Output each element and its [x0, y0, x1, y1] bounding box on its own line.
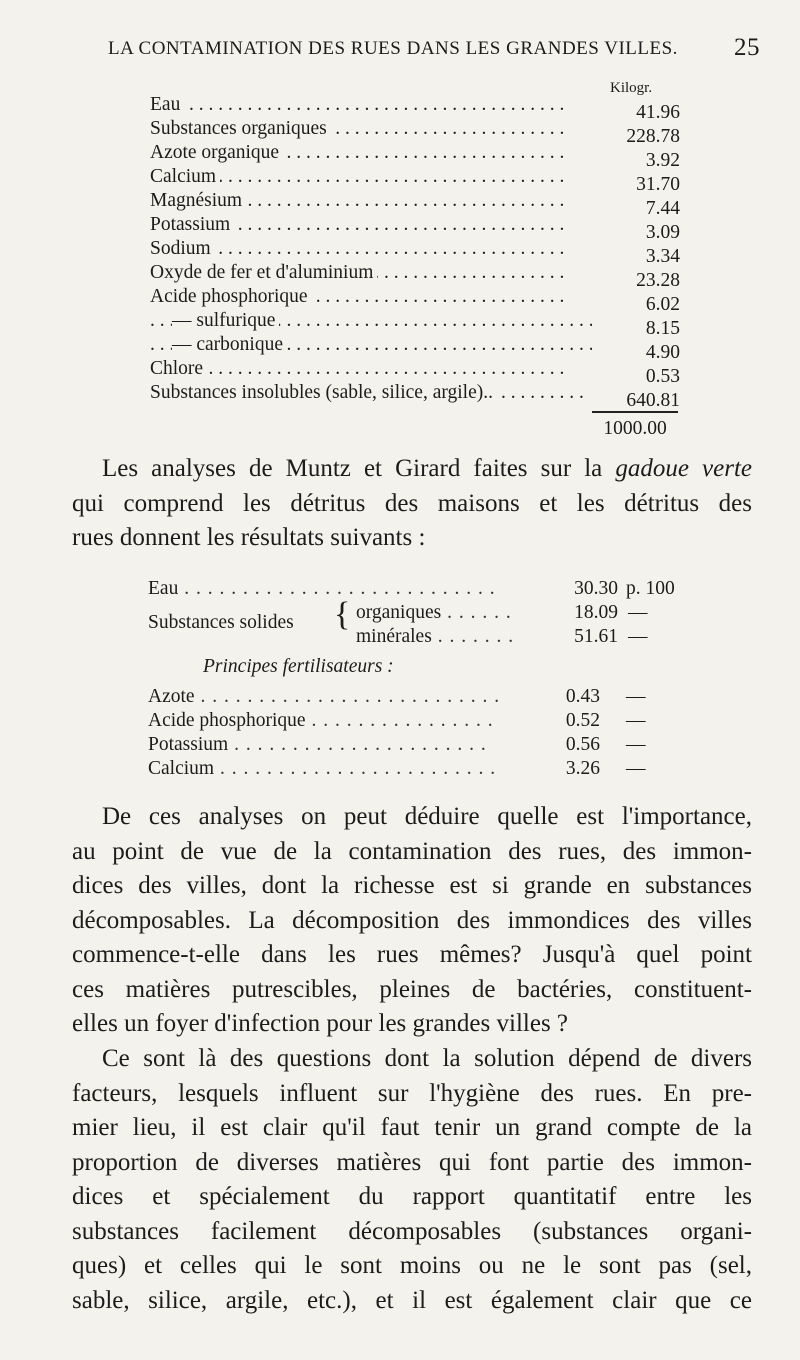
text-line: au point de vue de la contamination des rues, des immon- [72, 837, 752, 865]
table-row [150, 118, 690, 147]
row-unit: — [628, 602, 648, 623]
row-value: 640.81 [626, 390, 680, 411]
table-row [150, 214, 690, 243]
brace-glyph: { [334, 596, 351, 633]
paragraph-3 [72, 1042, 752, 1318]
row-label: — sulfurique [172, 310, 279, 331]
leader-dots: . . . . . . . . . . . . . . . . . . . . . . . . . . [194, 686, 501, 707]
subheading: Principes fertilisateurs : [203, 656, 394, 677]
leader-dots: . . . . . . . . . . . . . . . . [305, 710, 494, 731]
row-label: Acide phosphorique [150, 286, 312, 307]
page-number: 25 [734, 34, 760, 61]
text-line: elles un foyer d'infection pour les grandes villes ? [72, 1010, 569, 1037]
text-line: sable, silice, argile, etc.), et il est également clair que ce [72, 1286, 752, 1314]
text-line: décomposables. La décomposition des immondices des villes [72, 906, 752, 934]
row-label [148, 758, 496, 780]
row-label: Azote organique [150, 142, 283, 163]
row-unit: p. 100 [626, 578, 675, 599]
row-label [356, 626, 514, 648]
table-row [148, 686, 688, 710]
row-value: 0.53 [645, 366, 680, 387]
table-row [148, 758, 688, 782]
row-value: 23.28 [636, 270, 680, 291]
row-value: 18.09 [574, 602, 618, 623]
row-value: 3.26 [565, 758, 600, 779]
table-row [150, 238, 690, 267]
row-label [148, 710, 494, 732]
row-unit: — [626, 734, 646, 755]
text-span: Les analyses de Muntz et Girard faites sur la [102, 455, 603, 482]
table-row [148, 578, 688, 602]
table-row [356, 602, 688, 626]
label-text: organiques [356, 602, 442, 623]
table-total: 1000.00 [603, 418, 667, 439]
row-label: Substances insolubles (sable, silice, argile).. [150, 382, 497, 403]
row-label: — carbonique [172, 334, 287, 355]
running-title: LA CONTAMINATION DES RUES DANS LES GRANDES VILLES. [108, 38, 678, 59]
table-row [150, 142, 690, 171]
row-label: Chlore [150, 358, 207, 379]
table-row [150, 190, 690, 219]
row-unit: — [626, 686, 646, 707]
solides-label: Substances solides [148, 612, 294, 633]
running-header [108, 30, 760, 66]
text-line: dices des villes, dont la richesse est si grande en substances [72, 872, 752, 899]
row-label: Calcium [150, 166, 220, 187]
row-value: 8.15 [645, 318, 680, 339]
leader-dots: . . . . . . . . . . . . . . . . . . . . . . [228, 734, 487, 755]
row-value: 4.90 [645, 342, 680, 363]
text-line [72, 452, 752, 487]
text-line: qui comprend les détritus des maisons et les détritus des [72, 489, 752, 517]
total-rule [592, 411, 678, 413]
row-value: 228.78 [626, 126, 680, 147]
text-line: facteurs, lesquels influent sur l'hygiène des rues. En pre- [72, 1079, 752, 1107]
row-label: Potassium [150, 214, 234, 235]
text-line: ces matières putrescibles, pleines de bactéries, constituent- [72, 975, 752, 1003]
text-line: ques) et celles qui le sont moins ou ne le sont pas (sel, [72, 1252, 752, 1279]
label-text: Azote [148, 686, 195, 707]
row-value: 6.02 [645, 294, 680, 315]
leader-dots: . . . . . . . . . . . . . . . . . . . . . . . . . . . [178, 578, 496, 599]
row-label: Substances organiques [150, 118, 331, 139]
row-value: 7.44 [645, 198, 680, 219]
row-value: 41.96 [636, 102, 680, 123]
row-label [148, 734, 487, 756]
text-line: commence-t-elle dans les rues mêmes? Jusqu'à quel point [72, 941, 752, 968]
label-text: Eau [148, 578, 179, 599]
row-label: Magnésium [150, 190, 246, 211]
row-value: 3.34 [645, 246, 680, 267]
row-value: 51.61 [574, 626, 618, 647]
row-value: 3.09 [645, 222, 680, 243]
paragraph-2 [72, 800, 752, 1042]
row-value: 30.30 [574, 578, 618, 599]
row-value: 3.92 [645, 150, 680, 171]
table-row [150, 382, 690, 411]
label-text: Acide phosphorique [148, 710, 306, 731]
text-line: rues donnent les résultats suivants : [72, 524, 426, 551]
paragraph-1 [72, 452, 752, 556]
text-line: proportion de diverses matières qui font partie des immon- [72, 1148, 752, 1176]
row-value: 0.43 [565, 686, 600, 707]
label-text: Potassium [148, 734, 229, 755]
table-row [150, 286, 690, 315]
row-value: 0.52 [565, 710, 600, 731]
table-row [150, 94, 690, 123]
row-label [148, 578, 496, 600]
row-label [148, 686, 500, 708]
table-row [148, 710, 688, 734]
table-row [150, 334, 690, 363]
label-text: Calcium [148, 758, 215, 779]
row-label: Sodium [150, 238, 215, 259]
row-value: 0.56 [565, 734, 600, 755]
row-value: 31.70 [636, 174, 680, 195]
table-row [150, 262, 690, 291]
table-row [150, 310, 690, 339]
text-line: substances facilement décomposables (substances organi- [72, 1217, 752, 1245]
unit-label: Kilogr. [610, 80, 653, 96]
table-row [150, 358, 690, 387]
row-label: Eau [150, 94, 184, 115]
table-row [148, 734, 688, 758]
leader-dots: . . . . . . . [431, 626, 515, 647]
table-row [150, 166, 690, 195]
row-label: Oxyde de fer et d'aluminium [150, 262, 377, 283]
text-line: dices et spécialement du rapport quantitatif entre les [72, 1183, 752, 1210]
leader-dots: . . . . . . [441, 602, 512, 623]
table-row [356, 626, 688, 650]
label-text: minérales [356, 626, 432, 647]
text-line: mier lieu, il est clair qu'il faut tenir un grand compte de la [72, 1114, 752, 1141]
row-unit: — [626, 758, 646, 779]
row-unit: — [626, 710, 646, 731]
text-line: Ce sont là des questions dont la solution dépend de divers [102, 1045, 752, 1072]
italic-term: gadoue verte [615, 455, 752, 482]
leader-dots: . . . . . . . . . . . . . . . . . . . . . . . . [214, 758, 497, 779]
row-unit: — [628, 626, 648, 647]
text-line: De ces analyses on peut déduire quelle est l'importance, [102, 803, 752, 830]
row-label [356, 602, 512, 624]
